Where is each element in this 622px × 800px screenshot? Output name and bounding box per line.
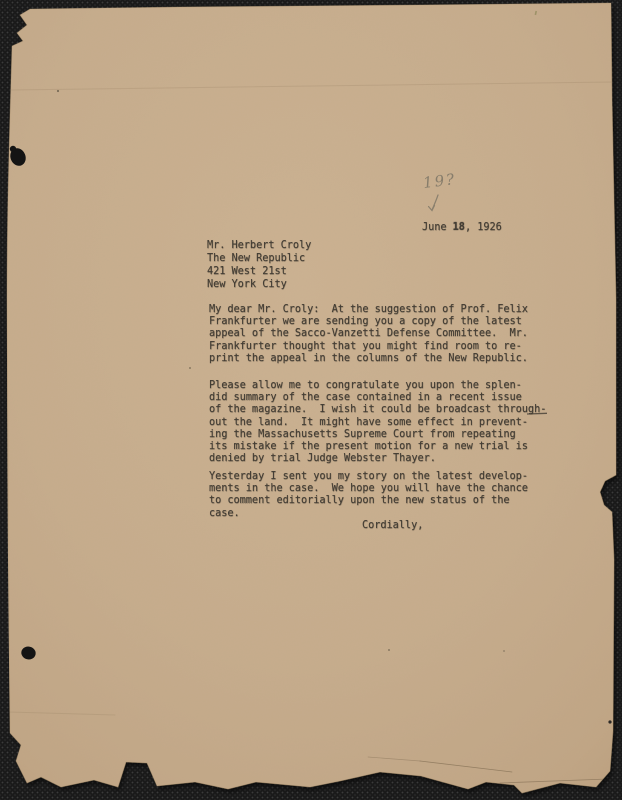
date-line	[422, 215, 502, 234]
letter-line: of the magazine. I wish it could be broadcast through-	[209, 404, 547, 416]
letter-line: Frankfurter we are sending you a copy of the latest	[209, 316, 522, 328]
letter-line: case.	[209, 507, 240, 519]
letter-line: appeal of the Sacco-Vanzetti Defense Committee. Mr.	[209, 328, 528, 340]
address-line: 421 West 21st	[207, 266, 287, 277]
letter-line: its mistake if the present motion for a new trial is	[209, 441, 528, 453]
pencil-arrow-icon	[425, 193, 443, 215]
paragraph-1	[209, 304, 528, 365]
letter-line: did summary of the case contained in a recent issue	[209, 392, 522, 404]
recipient-address	[207, 239, 311, 291]
letter-line: Please allow me to congratulate you upon the splen-	[209, 380, 522, 391]
letter-line: out the land. It might have some effect in prevent-	[209, 416, 528, 428]
letter-line: Yesterday I sent you my story on the latest develop-	[209, 471, 528, 482]
paragraph-3	[209, 471, 528, 520]
address-line: New York City	[207, 279, 287, 290]
letter-line: My dear Mr. Croly: At the suggestion of Prof. Felix	[209, 304, 528, 315]
address-line: Mr. Herbert Croly	[207, 240, 312, 251]
letter-line: ments in the case. We hope you will have the chance	[209, 483, 528, 495]
paragraph-2	[209, 380, 546, 465]
closing-text: Cordially,	[362, 520, 424, 531]
letter-line: ing the Massachusetts Supreme Court from repeating	[209, 428, 516, 440]
date-prefix: June	[422, 222, 453, 233]
letter-line: Frankfurter thought that you might find room to re-	[209, 340, 522, 352]
date-suffix: , 1926	[464, 222, 502, 233]
address-line: The New Republic	[207, 253, 306, 264]
closing-line	[362, 520, 423, 532]
pencil-annotation: 19?	[422, 170, 458, 192]
letter-line: denied by trial Judge Webster Thayer.	[209, 453, 436, 465]
letter-line: print the appeal in the columns of the New Republic.	[209, 352, 528, 364]
letter-line: to comment editorially upon the new status of the	[209, 495, 510, 507]
date-day: 18	[452, 222, 465, 233]
